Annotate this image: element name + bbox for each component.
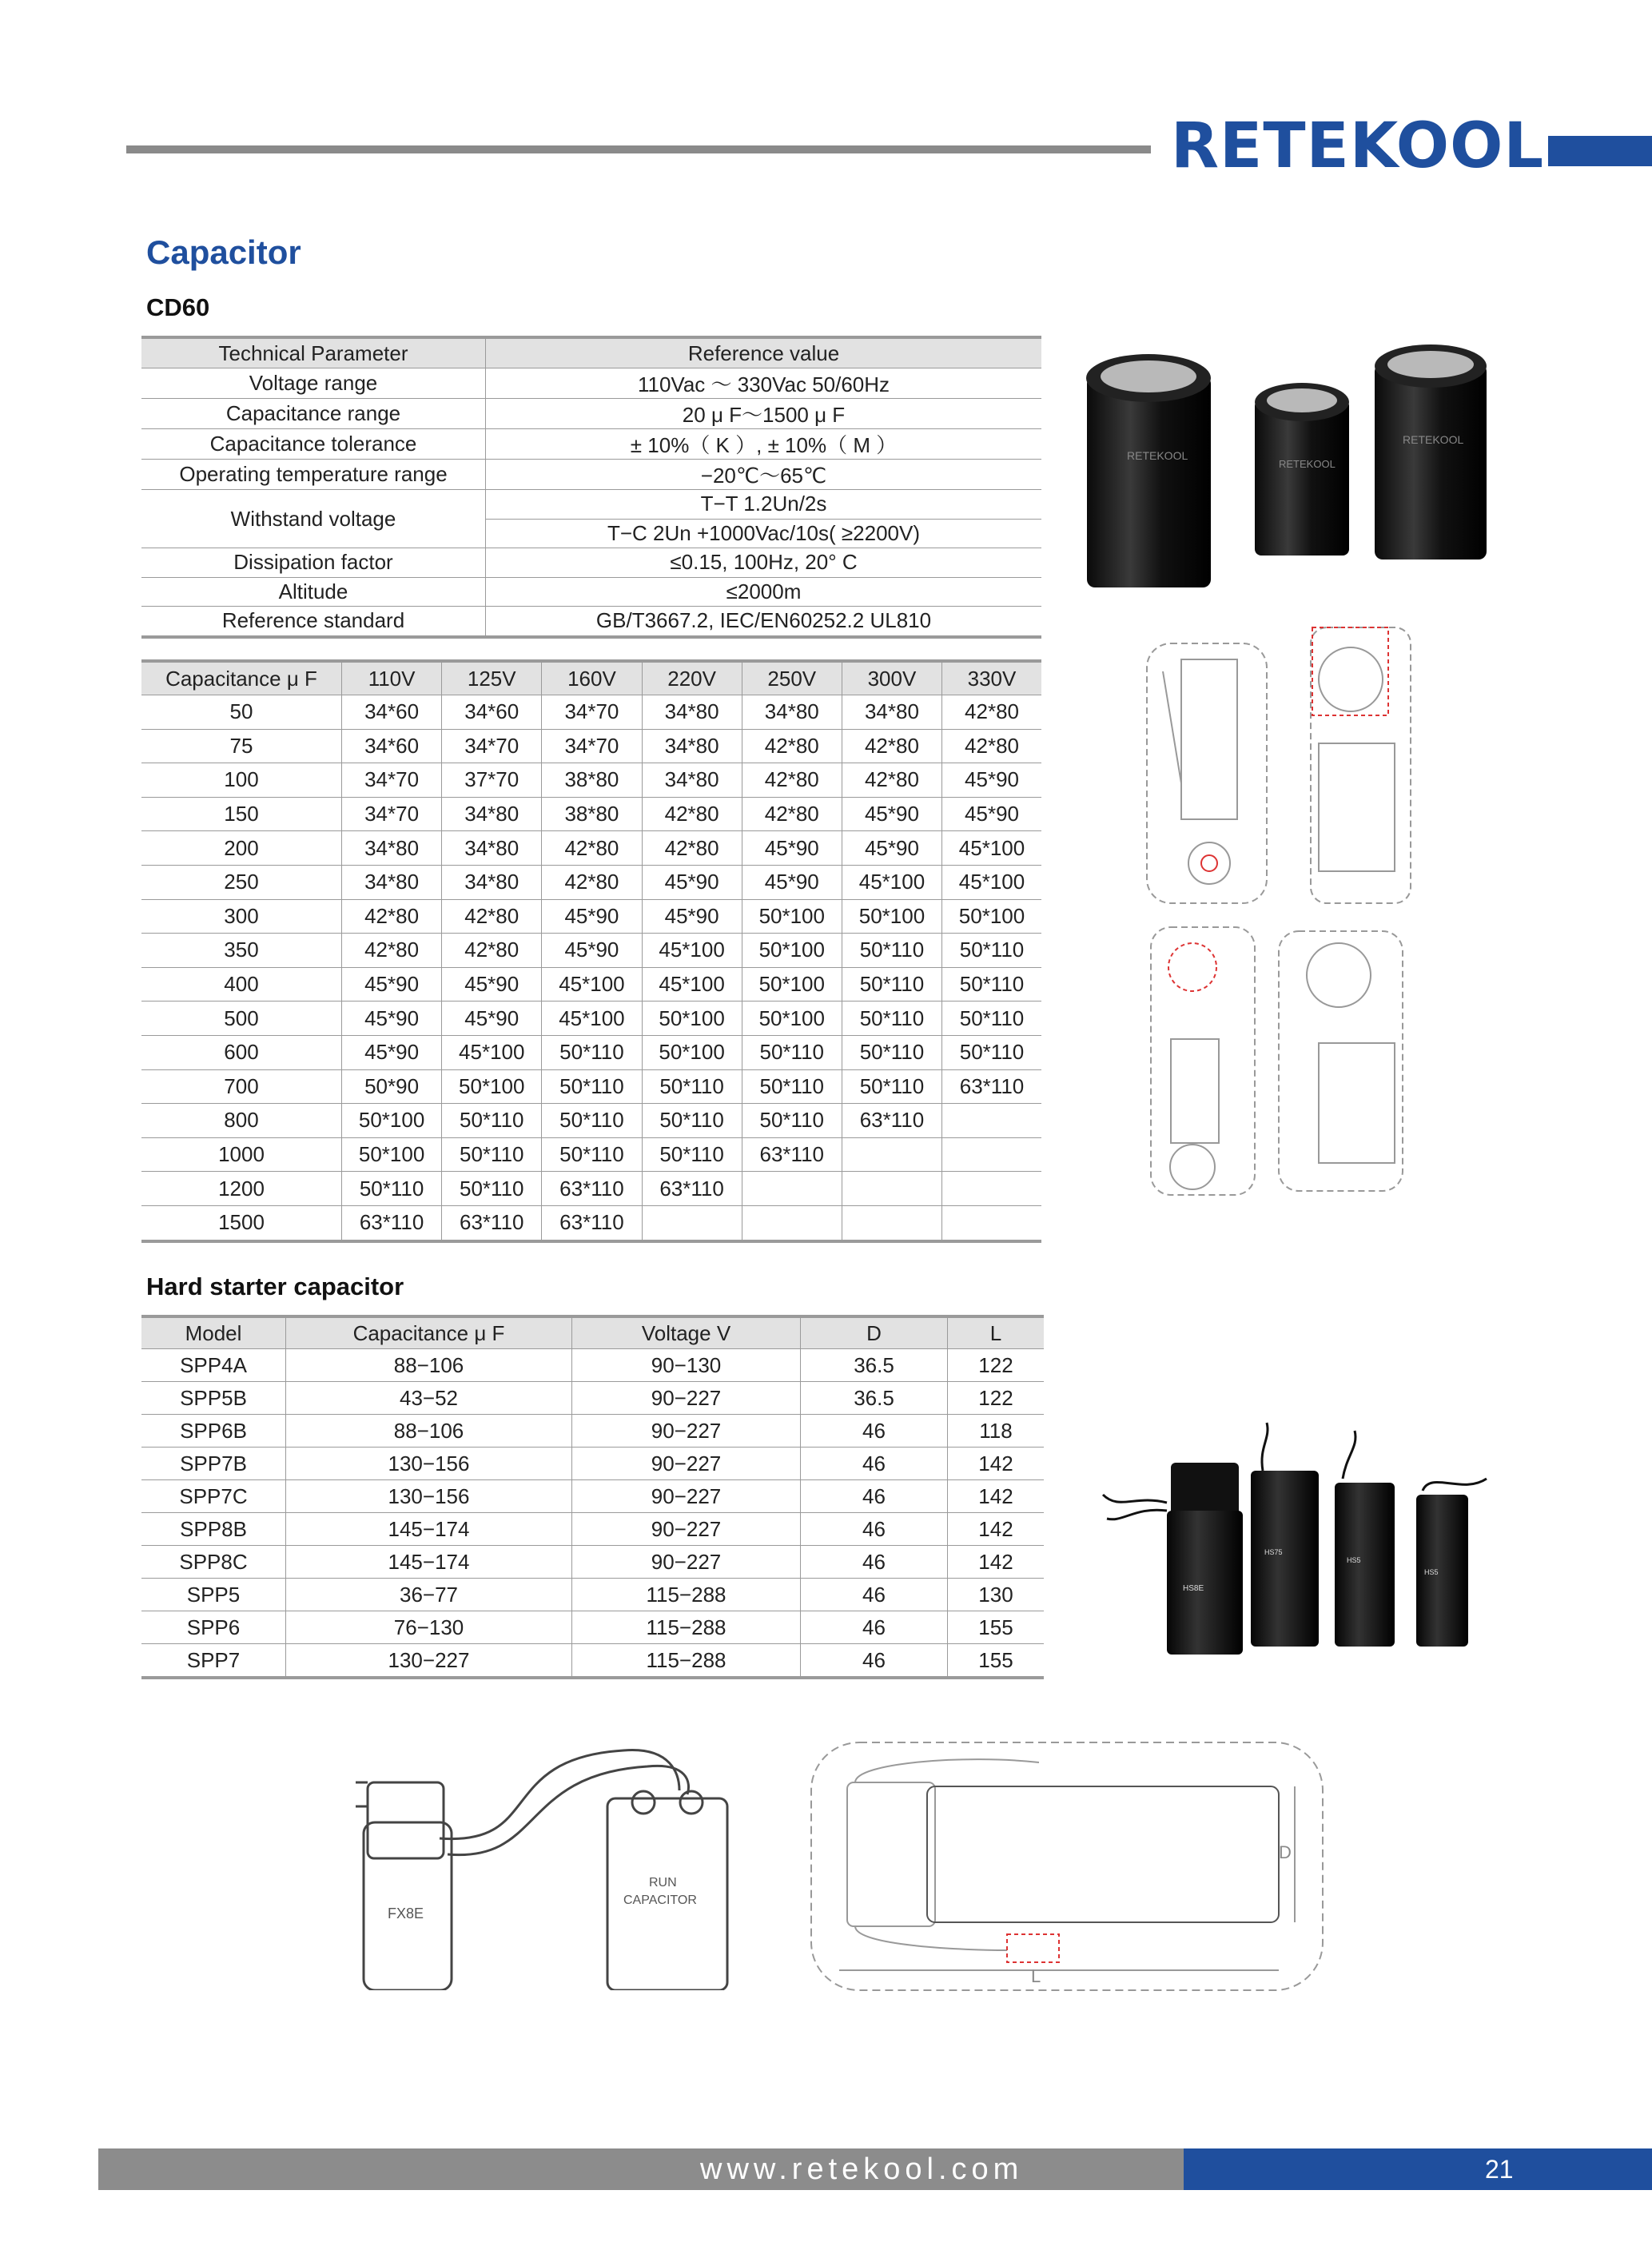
param-value: T−T 1.2Un/2s (486, 490, 1042, 520)
table-cell: SPP5 (141, 1579, 286, 1611)
table-cell (842, 1137, 941, 1172)
table-cell: 50*110 (942, 934, 1041, 968)
table-cell: 130−156 (286, 1480, 572, 1513)
param-value: 20 μ F～1500 μ F (486, 399, 1042, 429)
table-row (141, 1002, 1041, 1036)
table-cell: 155 (948, 1611, 1045, 1644)
table-row (141, 1035, 1041, 1069)
table-cell: 42*80 (542, 831, 642, 866)
table-cell: 50*110 (642, 1104, 742, 1138)
param-name: Reference standard (141, 607, 486, 637)
table-cell: 50*110 (642, 1137, 742, 1172)
table-cell: 34*60 (342, 729, 442, 763)
table-cell (942, 1172, 1041, 1206)
table-cell: 45*90 (942, 797, 1041, 831)
capacitor-label: RETEKOOL (1403, 433, 1464, 446)
drawing-body (1319, 1043, 1395, 1163)
hard-starter-4 (1416, 1495, 1468, 1647)
wiring-left-label: FX8E (388, 1906, 424, 1921)
table-cell: 50*100 (642, 1035, 742, 1069)
table-row (141, 1546, 1044, 1579)
table-cell: 1200 (141, 1172, 342, 1206)
table-cell: SPP8B (141, 1513, 286, 1546)
table-cell: 45*90 (342, 967, 442, 1002)
hs-label: HS5 (1347, 1556, 1361, 1564)
table-cell: 700 (141, 1069, 342, 1104)
hard-starter-2 (1251, 1471, 1319, 1647)
table-cell: 45*100 (942, 831, 1041, 866)
col-header: 125V (442, 661, 542, 695)
hard-starter-table (141, 1315, 1044, 1679)
table-cell: 50*110 (442, 1172, 542, 1206)
param-name: Dissipation factor (141, 548, 486, 578)
param-header-value: Reference value (486, 337, 1042, 368)
table-cell: 50*100 (642, 1002, 742, 1036)
table-cell: 50*110 (442, 1137, 542, 1172)
table-cell: 50*110 (742, 1069, 842, 1104)
table-cell: 63*110 (742, 1137, 842, 1172)
table-cell: 130−156 (286, 1448, 572, 1480)
table-cell: 250 (141, 865, 342, 899)
table-row (141, 1415, 1044, 1448)
table-row (141, 577, 1041, 607)
table-cell: 115−288 (572, 1611, 801, 1644)
table-cell: 88−106 (286, 1349, 572, 1382)
table-cell: 46 (801, 1611, 948, 1644)
param-name: Operating temperature range (141, 460, 486, 490)
table-cell: 46 (801, 1513, 948, 1546)
table-row (141, 763, 1041, 798)
table-cell: 90−227 (572, 1415, 801, 1448)
table-cell: SPP6B (141, 1415, 286, 1448)
table-cell (942, 1137, 1041, 1172)
table-row (141, 695, 1041, 730)
table-cell: 34*80 (642, 763, 742, 798)
param-value: ≤0.15, 100Hz, 20° C (486, 548, 1042, 578)
table-cell: 50*100 (742, 967, 842, 1002)
table-cell: 50*110 (842, 1069, 941, 1104)
hard-starter-3 (1335, 1483, 1395, 1647)
table-cell: 42*80 (842, 763, 941, 798)
table-cell: 50*100 (942, 899, 1041, 934)
table-cell: SPP4A (141, 1349, 286, 1382)
table-cell: 43−52 (286, 1382, 572, 1415)
table-cell: 34*80 (842, 695, 941, 730)
table-cell: 37*70 (442, 763, 542, 798)
table-cell: 1500 (141, 1205, 342, 1240)
table-cell: 50*110 (342, 1172, 442, 1206)
table-cell: 42*80 (842, 729, 941, 763)
table-cell: 63*110 (542, 1205, 642, 1240)
table-cell: 90−227 (572, 1546, 801, 1579)
table-row (141, 1644, 1044, 1679)
table-cell: 46 (801, 1579, 948, 1611)
drawing-frame (811, 1742, 1323, 1990)
param-name: Capacitance range (141, 399, 486, 429)
table-cell: 63*110 (442, 1205, 542, 1240)
table-cell: 46 (801, 1546, 948, 1579)
technical-parameter-table (141, 336, 1041, 639)
param-name: Capacitance tolerance (141, 429, 486, 460)
table-cell: 50*100 (742, 1002, 842, 1036)
brand-bar (1548, 136, 1652, 166)
col-header: 250V (742, 661, 842, 695)
wiring-right-label: CAPACITOR (623, 1894, 697, 1907)
table-cell: 50*110 (942, 967, 1041, 1002)
table-row (141, 399, 1041, 429)
table-cell: 150 (141, 797, 342, 831)
capacitor-small-middle (1255, 383, 1349, 556)
table-cell: 42*80 (942, 729, 1041, 763)
table-cell: 34*80 (742, 695, 842, 730)
table-cell: 45*90 (842, 797, 941, 831)
table-cell: 34*70 (442, 729, 542, 763)
table-row (141, 1349, 1044, 1382)
table-row (141, 1172, 1041, 1206)
capacitor-large-right (1375, 344, 1487, 560)
footer-url[interactable]: www.retekool.com (700, 2152, 1024, 2186)
table-row (141, 1480, 1044, 1513)
table-cell: 63*110 (542, 1172, 642, 1206)
table-cell: 90−227 (572, 1448, 801, 1480)
param-name: Altitude (141, 577, 486, 607)
table-cell: 145−174 (286, 1546, 572, 1579)
table-cell: 45*100 (842, 865, 941, 899)
table-cell: 45*90 (542, 934, 642, 968)
table-cell: 45*90 (942, 763, 1041, 798)
table-cell: 50*100 (342, 1137, 442, 1172)
table-cell: 90−130 (572, 1349, 801, 1382)
table-row (141, 368, 1041, 399)
table-row (141, 1513, 1044, 1546)
table-cell: 50*110 (542, 1137, 642, 1172)
table-row (141, 607, 1041, 637)
table-cell: 34*80 (442, 797, 542, 831)
table-cell: 38*80 (542, 763, 642, 798)
table-cell: 42*80 (942, 695, 1041, 730)
cd60-capacitor-photo (1079, 340, 1495, 595)
table-cell: 50*110 (542, 1104, 642, 1138)
table-row (141, 490, 1041, 520)
col-header: D (801, 1316, 948, 1349)
table-cell: 100 (141, 763, 342, 798)
hard-starter-photo (1087, 1415, 1519, 1663)
table-cell: 50*110 (942, 1035, 1041, 1069)
header-rule (126, 145, 1151, 153)
col-header: 220V (642, 661, 742, 695)
cd60-subtitle: CD60 (146, 293, 210, 321)
param-value: ± 10%（ K ）, ± 10%（ M ） (486, 429, 1042, 460)
table-cell: 34*80 (442, 865, 542, 899)
table-cell: 50*110 (742, 1035, 842, 1069)
capacitor-large-left (1086, 354, 1211, 587)
table-cell: 42*80 (342, 934, 442, 968)
table-row (141, 429, 1041, 460)
table-cell: 400 (141, 967, 342, 1002)
table-cell (742, 1205, 842, 1240)
drawing-body (1181, 659, 1237, 819)
table-cell: 1000 (141, 1137, 342, 1172)
table-row (141, 865, 1041, 899)
table-row (141, 1069, 1041, 1104)
table-cell: 42*80 (742, 729, 842, 763)
table-cell: 42*80 (742, 763, 842, 798)
table-cell: 200 (141, 831, 342, 866)
table-cell: 45*90 (342, 1035, 442, 1069)
table-row (141, 1448, 1044, 1480)
table-cell: 63*110 (942, 1069, 1041, 1104)
footer-page-bar (1184, 2148, 1652, 2190)
table-row (141, 1205, 1041, 1240)
table-cell (942, 1104, 1041, 1138)
table-cell: 45*90 (742, 831, 842, 866)
table-cell: 122 (948, 1382, 1045, 1415)
table-cell: 46 (801, 1415, 948, 1448)
param-value: GB/T3667.2, IEC/EN60252.2 UL810 (486, 607, 1042, 637)
table-row (141, 1382, 1044, 1415)
table-cell: 34*70 (542, 695, 642, 730)
table-cell: 75 (141, 729, 342, 763)
table-cell: 50*100 (742, 899, 842, 934)
table-cell: 34*60 (442, 695, 542, 730)
table-cell: 38*80 (542, 797, 642, 831)
table-cell: 118 (948, 1415, 1045, 1448)
table-cell: 50*90 (342, 1069, 442, 1104)
table-cell: 142 (948, 1448, 1045, 1480)
table-cell: SPP6 (141, 1611, 286, 1644)
table-cell: 88−106 (286, 1415, 572, 1448)
table-cell: 130−227 (286, 1644, 572, 1679)
table-cell: 76−130 (286, 1611, 572, 1644)
table-cell: 50*110 (842, 1002, 941, 1036)
table-cell: 63*110 (342, 1205, 442, 1240)
table-cell: 45*90 (442, 1002, 542, 1036)
table-cell: 45*100 (542, 1002, 642, 1036)
dimension-label-l: L (1031, 1966, 1041, 1986)
drawing-frame (1151, 927, 1255, 1195)
table-cell: 300 (141, 899, 342, 934)
drawing-frame (1279, 931, 1403, 1191)
table-cell: 50*110 (542, 1035, 642, 1069)
table-cell: 142 (948, 1480, 1045, 1513)
param-header-name: Technical Parameter (141, 337, 486, 368)
table-cell: 42*80 (642, 797, 742, 831)
col-header: Model (141, 1316, 286, 1349)
capacitor-label: RETEKOOL (1127, 449, 1188, 462)
dimension-label-d: D (1279, 1842, 1292, 1862)
table-cell: 42*80 (442, 934, 542, 968)
hard-starter-dimension-drawing (807, 1738, 1327, 1994)
table-cell: 50*110 (542, 1069, 642, 1104)
table-cell: 50*110 (442, 1104, 542, 1138)
table-cell: 36.5 (801, 1382, 948, 1415)
table-cell: 45*90 (342, 1002, 442, 1036)
table-row (141, 729, 1041, 763)
table-row (141, 797, 1041, 831)
table-cell: 42*80 (442, 899, 542, 934)
table-cell (842, 1172, 941, 1206)
table-cell: 34*60 (342, 695, 442, 730)
table-cell: 142 (948, 1513, 1045, 1546)
table-cell: 90−227 (572, 1480, 801, 1513)
table-cell: 50*100 (842, 899, 941, 934)
table-cell: 46 (801, 1448, 948, 1480)
param-value: T−C 2Un +1000Vac/10s( ≥2200V) (486, 519, 1042, 548)
table-cell: 142 (948, 1546, 1045, 1579)
hard-starter-subtitle: Hard starter capacitor (146, 1272, 404, 1300)
capacitance-size-table (141, 659, 1041, 1243)
table-cell: 34*80 (342, 865, 442, 899)
table-cell: 50*100 (442, 1069, 542, 1104)
table-cell (842, 1205, 941, 1240)
table-cell: 34*80 (642, 729, 742, 763)
col-header: Capacitance μ F (286, 1316, 572, 1349)
table-cell: 90−227 (572, 1513, 801, 1546)
table-cell: 45*100 (642, 967, 742, 1002)
table-cell (942, 1205, 1041, 1240)
table-cell: 45*100 (442, 1035, 542, 1069)
table-cell: SPP7C (141, 1480, 286, 1513)
col-header: 110V (342, 661, 442, 695)
table-cell: 45*90 (442, 967, 542, 1002)
hard-starter-1 (1167, 1463, 1243, 1655)
table-cell: 45*90 (542, 899, 642, 934)
table-cell: 50 (141, 695, 342, 730)
col-header: 330V (942, 661, 1041, 695)
table-cell: 34*80 (642, 695, 742, 730)
table-row (141, 831, 1041, 866)
table-cell: 45*90 (642, 899, 742, 934)
table-row (141, 460, 1041, 490)
col-header: Voltage V (572, 1316, 801, 1349)
cd60-dimension-drawings (1143, 623, 1423, 1207)
table-row (141, 1611, 1044, 1644)
table-cell: 34*70 (542, 729, 642, 763)
table-cell: 50*100 (342, 1104, 442, 1138)
table-row (141, 967, 1041, 1002)
drawing-frame (1311, 627, 1411, 903)
param-name: Voltage range (141, 368, 486, 399)
table-cell: 45*90 (742, 865, 842, 899)
table-cell: 45*90 (642, 865, 742, 899)
table-cell: 155 (948, 1644, 1045, 1679)
table-cell: 50*110 (842, 1035, 941, 1069)
table-cell: 34*80 (442, 831, 542, 866)
table-cell: SPP7B (141, 1448, 286, 1480)
table-cell: 42*80 (342, 899, 442, 934)
hs-label: HS75 (1264, 1548, 1283, 1556)
table-cell: 63*110 (642, 1172, 742, 1206)
brand-logo: RETEKOOL (1171, 110, 1545, 182)
table-cell: 115−288 (572, 1644, 801, 1679)
table-row (141, 899, 1041, 934)
table-cell: 50*110 (942, 1002, 1041, 1036)
table-cell: SPP8C (141, 1546, 286, 1579)
wiring-right-label: RUN (649, 1876, 677, 1890)
table-cell: 50*100 (742, 934, 842, 968)
table-cell: 36.5 (801, 1349, 948, 1382)
table-cell: 34*80 (342, 831, 442, 866)
table-cell: 42*80 (642, 831, 742, 866)
table-cell (742, 1172, 842, 1206)
table-cell (642, 1205, 742, 1240)
table-cell: 800 (141, 1104, 342, 1138)
table-row (141, 1104, 1041, 1138)
table-row (141, 548, 1041, 578)
table-row (141, 1579, 1044, 1611)
table-cell: 145−174 (286, 1513, 572, 1546)
page-title: Capacitor (146, 233, 301, 271)
table-cell: 500 (141, 1002, 342, 1036)
table-cell: 350 (141, 934, 342, 968)
table-cell: 45*100 (642, 934, 742, 968)
capacitor-label: RETEKOOL (1279, 458, 1336, 470)
table-cell: 50*110 (642, 1069, 742, 1104)
table-cell: 600 (141, 1035, 342, 1069)
table-cell: 34*70 (342, 763, 442, 798)
table-cell: 130 (948, 1579, 1045, 1611)
table-cell: 63*110 (842, 1104, 941, 1138)
table-cell: 46 (801, 1644, 948, 1679)
table-cell: 42*80 (542, 865, 642, 899)
table-cell: 45*100 (542, 967, 642, 1002)
table-cell: SPP7 (141, 1644, 286, 1679)
wiring-diagram (336, 1726, 735, 1990)
table-cell: 122 (948, 1349, 1045, 1382)
table-cell: 50*110 (742, 1104, 842, 1138)
table-cell: 36−77 (286, 1579, 572, 1611)
table-cell: SPP5B (141, 1382, 286, 1415)
col-header: 300V (842, 661, 941, 695)
table-cell: 42*80 (742, 797, 842, 831)
hs-label: HS8E (1183, 1584, 1204, 1593)
table-row (141, 934, 1041, 968)
col-header: L (948, 1316, 1045, 1349)
table-cell: 45*90 (842, 831, 941, 866)
table-cell: 50*110 (842, 934, 941, 968)
param-value: ≤2000m (486, 577, 1042, 607)
table-cell: 90−227 (572, 1382, 801, 1415)
table-cell: 115−288 (572, 1579, 801, 1611)
table-row (141, 1137, 1041, 1172)
drawing-body (1319, 743, 1395, 871)
param-name: Withstand voltage (141, 490, 486, 548)
param-value: −20℃～65℃ (486, 460, 1042, 490)
hs-label: HS5 (1424, 1568, 1439, 1576)
param-value: 110Vac ～ 330Vac 50/60Hz (486, 368, 1042, 399)
table-cell: 45*100 (942, 865, 1041, 899)
col-header: 160V (542, 661, 642, 695)
table-cell: 50*110 (842, 967, 941, 1002)
table-cell: 46 (801, 1480, 948, 1513)
page-number: 21 (1485, 2155, 1514, 2184)
drawing-body (1171, 1039, 1219, 1143)
table-cell: 34*70 (342, 797, 442, 831)
col-header: Capacitance μ F (141, 661, 342, 695)
